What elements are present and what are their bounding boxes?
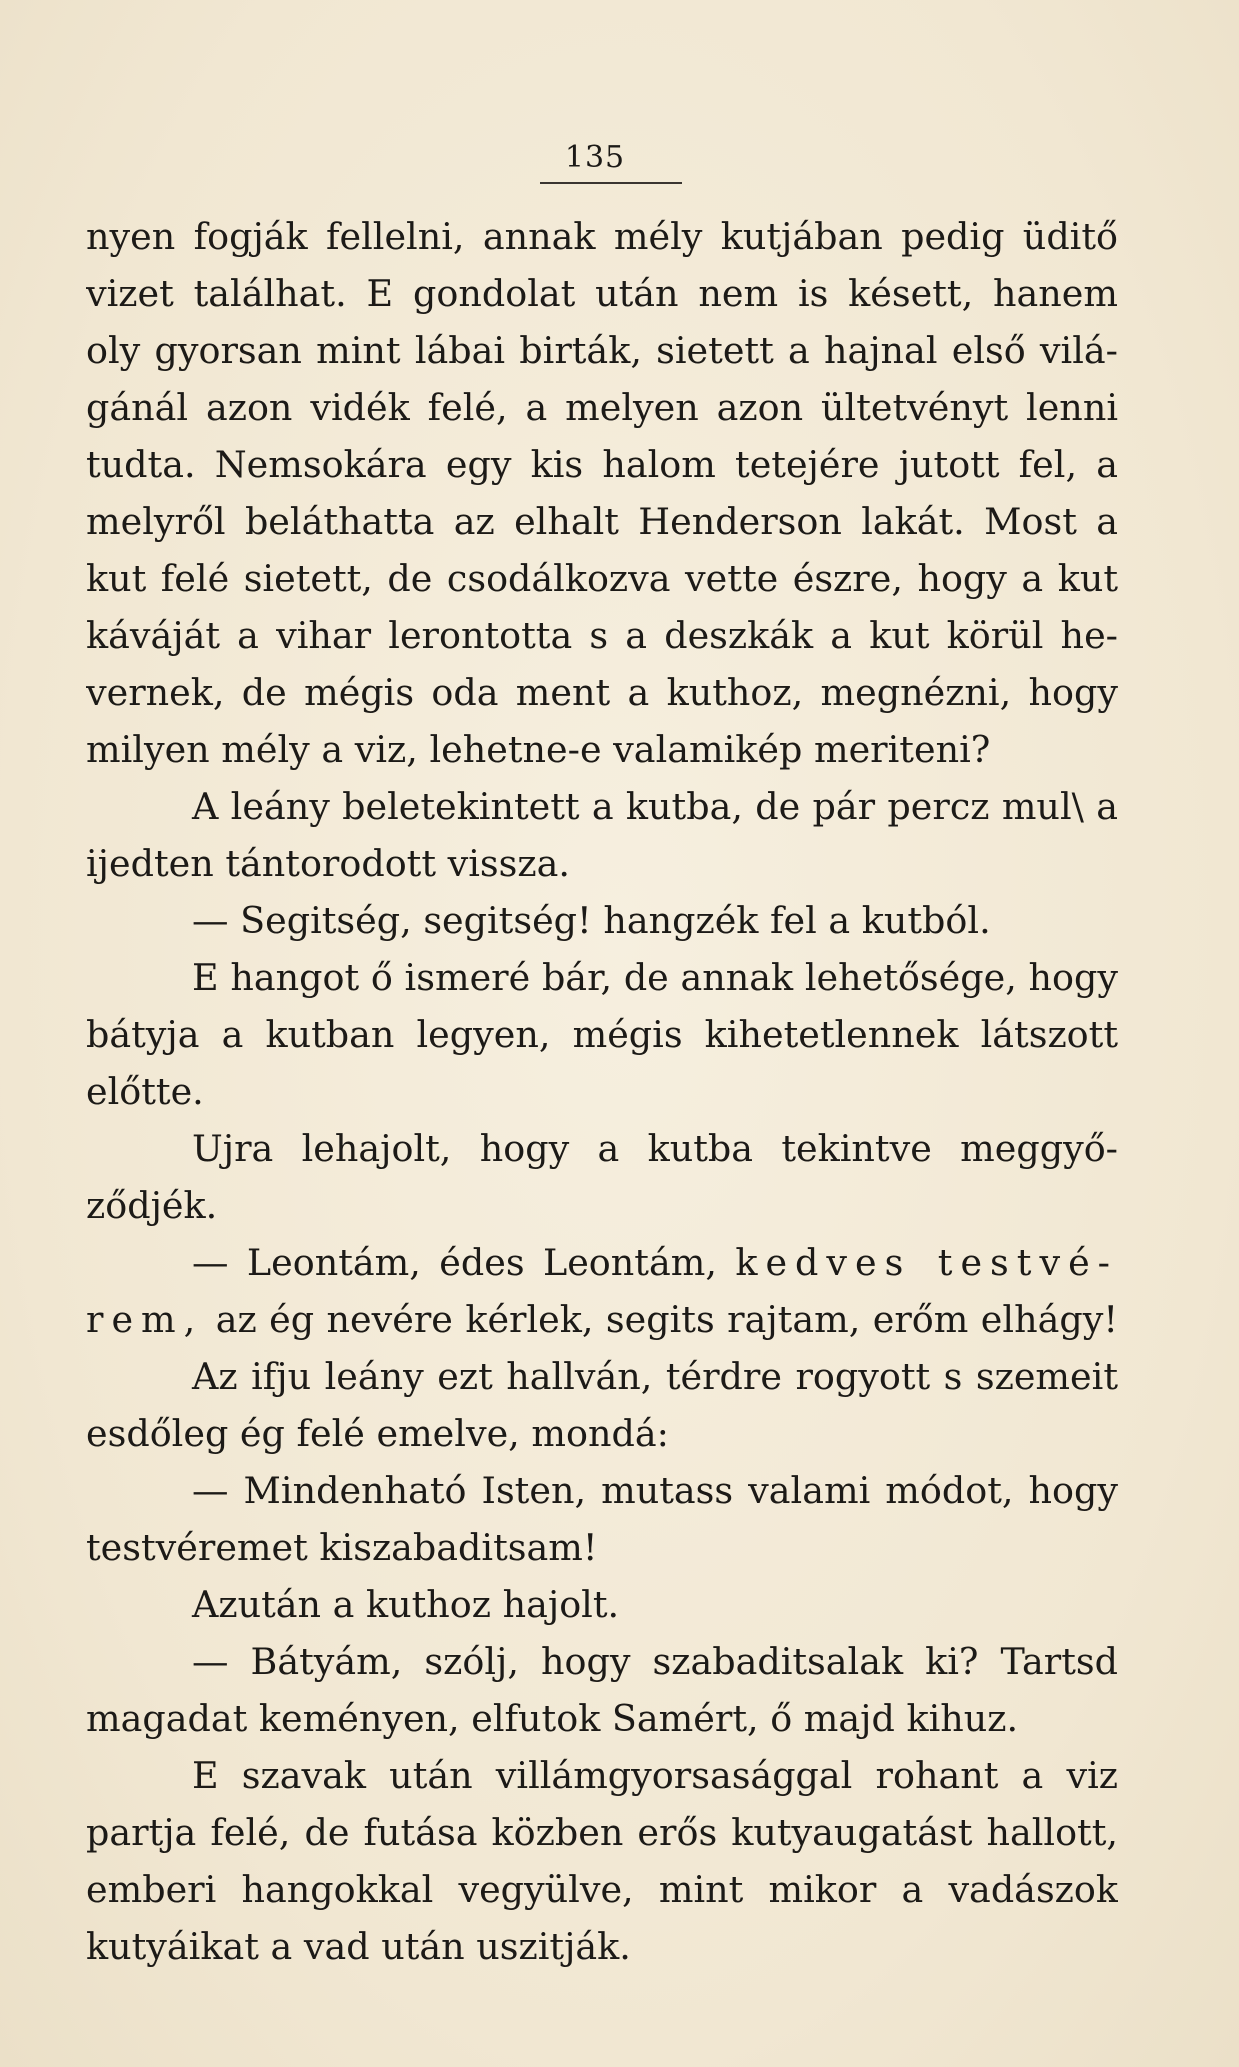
text-line: oly gyorsan mint lábai birták, sietett a hajnal első vilá- bbox=[86, 329, 1118, 372]
text-line: vizet találhat. E gondolat után nem is késett, hanem bbox=[86, 272, 1118, 315]
spaced-text: rem, bbox=[86, 1298, 204, 1341]
text-line: A leány beletekintett a kutba, de pár percz mul\ a bbox=[192, 785, 1118, 828]
text-line: káváját a vihar lerontotta s a deszkák a kut körül he- bbox=[86, 614, 1118, 657]
text-line: — Segitség, segitség! hangzék fel a kutból. bbox=[192, 899, 991, 942]
body-text bbox=[86, 208, 1118, 1975]
text-line: Azután a kuthoz hajolt. bbox=[192, 1583, 620, 1626]
text-line: E szavak után villámgyorsasággal rohant a viz bbox=[192, 1754, 1118, 1797]
text-line: emberi hangokkal vegyülve, mint mikor a vadászok bbox=[86, 1868, 1118, 1911]
text-line: partja felé, de futása közben erős kutyaugatást hallott, bbox=[86, 1811, 1118, 1854]
header-rule bbox=[540, 182, 682, 184]
page-number: 135 bbox=[564, 140, 626, 175]
text-line: esdőleg ég felé emelve, mondá: bbox=[86, 1412, 669, 1455]
text-segment: — Leontám, édes Leontám, bbox=[192, 1241, 717, 1284]
text-line: — Bátyám, szólj, hogy szabaditsalak ki? Tartsd bbox=[192, 1640, 1118, 1683]
text-line: testvéremet kiszabaditsam! bbox=[86, 1526, 598, 1569]
text-segment: az ég nevére kérlek, segits rajtam, erőm elhágy! bbox=[215, 1298, 1118, 1341]
text-line: magadat keményen, elfutok Samért, ő majd kihuz. bbox=[86, 1697, 1019, 1740]
text-line bbox=[86, 1234, 1118, 1291]
spaced-text: kedves testvé- bbox=[735, 1241, 1118, 1284]
text-line: vernek, de mégis oda ment a kuthoz, megnézni, hogy bbox=[86, 671, 1118, 714]
text-line: kutyáikat a vad után uszitják. bbox=[86, 1925, 631, 1968]
text-line: tudta. Nemsokára egy kis halom tetejére jutott fel, a bbox=[86, 443, 1118, 486]
text-line: — Mindenható Isten, mutass valami módot, hogy bbox=[192, 1469, 1118, 1512]
text-line: Ujra lehajolt, hogy a kutba tekintve meggyő- bbox=[192, 1127, 1118, 1170]
text-line: milyen mély a viz, lehetne-e valamikép meriteni? bbox=[86, 728, 991, 771]
text-line: ződjék. bbox=[86, 1184, 218, 1227]
text-line: kut felé sietett, de csodálkozva vette észre, hogy a kut bbox=[86, 557, 1118, 600]
text-line bbox=[86, 1291, 1118, 1348]
text-line: előtte. bbox=[86, 1070, 204, 1113]
text-line: melyről beláthatta az elhalt Henderson lakát. Most a bbox=[86, 500, 1118, 543]
text-line: nyen fogják fellelni, annak mély kutjában pedig üditő bbox=[86, 215, 1118, 258]
text-line: gánál azon vidék felé, a melyen azon ültetvényt lenni bbox=[86, 386, 1118, 429]
text-line: ijedten tántorodott vissza. bbox=[86, 842, 570, 885]
text-line: Az ifju leány ezt hallván, térdre rogyott s szemeit bbox=[192, 1355, 1118, 1398]
text-line: E hangot ő ismeré bár, de annak lehetősége, hogy bbox=[192, 956, 1118, 999]
text-line: bátyja a kutban legyen, mégis kihetetlennek látszott bbox=[86, 1013, 1118, 1056]
